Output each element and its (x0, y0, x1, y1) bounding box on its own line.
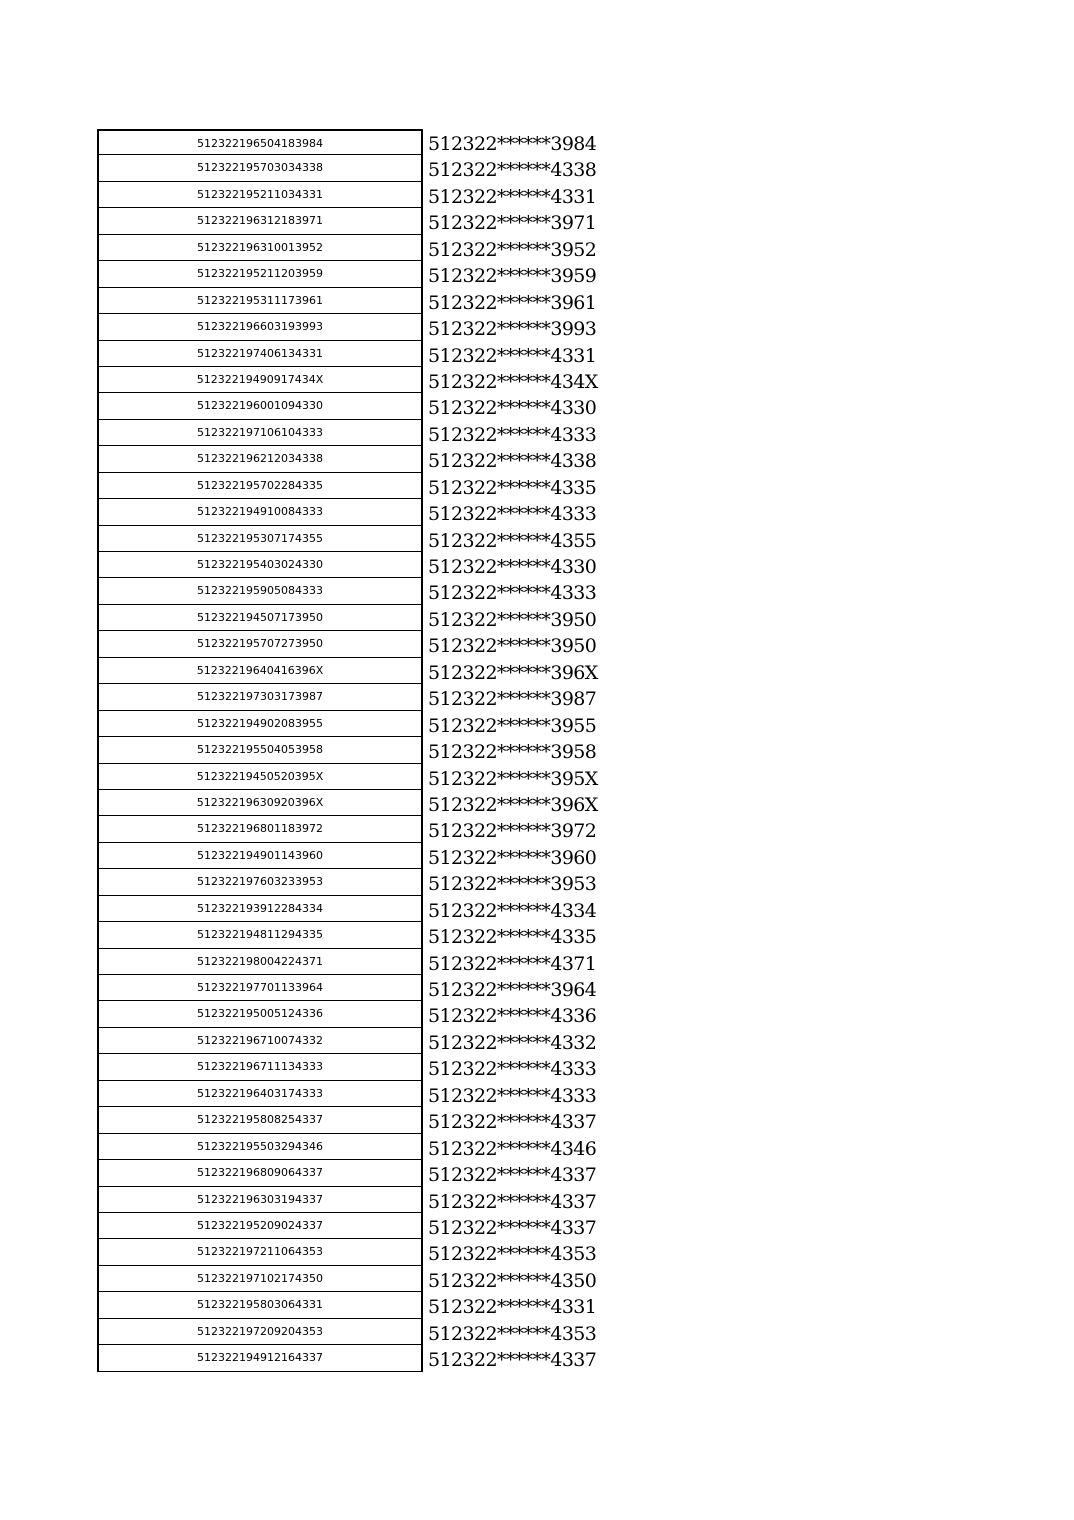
id-number-cell[interactable]: 51232219630920396X (97, 790, 423, 816)
id-number-cell[interactable]: 512322197102174350 (97, 1266, 423, 1292)
table-row (97, 1213, 598, 1239)
table-row (97, 1239, 598, 1265)
table-row (97, 1319, 598, 1345)
id-number-cell[interactable]: 512322195005124336 (97, 1001, 423, 1027)
masked-id-cell[interactable]: 512322******3950 (428, 635, 597, 658)
masked-id-cell[interactable]: 512322******4371 (428, 952, 597, 975)
id-number-cell[interactable]: 512322197303173987 (97, 684, 423, 710)
table-row (97, 1107, 598, 1133)
table-row (97, 1054, 598, 1080)
table-row (97, 658, 598, 684)
table-row (97, 790, 598, 816)
table-row (97, 1134, 598, 1160)
id-number-cell[interactable]: 512322197106104333 (97, 420, 423, 446)
id-number-cell[interactable]: 512322194912164337 (97, 1345, 423, 1371)
id-number-cell[interactable]: 512322196603193993 (97, 314, 423, 340)
table-row (97, 684, 598, 710)
masked-id-cell[interactable]: 512322******4355 (428, 529, 597, 552)
id-number-cell[interactable]: 512322193912284334 (97, 896, 423, 922)
table-row (97, 816, 598, 842)
table-row (97, 288, 598, 314)
id-number-cell[interactable]: 512322195211034331 (97, 182, 423, 208)
masked-id-cell[interactable]: 512322******4333 (428, 1058, 597, 1081)
masked-id-cell[interactable]: 512322******3964 (428, 979, 597, 1001)
masked-id-cell[interactable]: 512322******4331 (428, 185, 597, 208)
masked-id-cell[interactable]: 512322******4336 (428, 1005, 597, 1028)
masked-id-cell[interactable]: 512322******434X (428, 370, 598, 393)
masked-id-cell[interactable]: 512322******4335 (428, 926, 597, 949)
table-row (97, 605, 598, 631)
masked-id-cell[interactable]: 512322******4338 (428, 450, 597, 473)
table-row (97, 1345, 598, 1371)
masked-id-cell[interactable]: 512322******3984 (428, 133, 597, 155)
id-number-cell[interactable]: 512322196809064337 (97, 1160, 423, 1186)
masked-id-cell[interactable]: 512322******4337 (428, 1164, 597, 1187)
table-row (97, 711, 598, 737)
id-number-cell[interactable]: 512322196504183984 (97, 129, 423, 155)
masked-id-cell[interactable]: 512322******3950 (428, 608, 597, 631)
id-number-cell[interactable]: 512322194910084333 (97, 499, 423, 525)
id-number-cell[interactable]: 512322196001094330 (97, 393, 423, 419)
masked-id-cell[interactable]: 512322******4337 (428, 1111, 597, 1134)
id-number-cell[interactable]: 512322197701133964 (97, 975, 423, 1001)
id-number-cell[interactable]: 512322196710074332 (97, 1028, 423, 1054)
masked-id-cell[interactable]: 512322******4338 (428, 159, 597, 182)
table-row (97, 341, 598, 367)
masked-id-cell[interactable]: 512322******3959 (428, 265, 597, 288)
masked-id-cell[interactable]: 512322******3971 (428, 212, 597, 235)
id-number-cell[interactable]: 512322195504053958 (97, 737, 423, 763)
id-number-cell[interactable]: 512322195209024337 (97, 1213, 423, 1239)
id-number-cell[interactable]: 512322197211064353 (97, 1239, 423, 1265)
masked-id-cell[interactable]: 512322******4333 (428, 503, 597, 526)
table-row (97, 896, 598, 922)
table-row (97, 129, 598, 155)
id-number-cell[interactable]: 512322195707273950 (97, 631, 423, 657)
id-number-cell[interactable]: 512322195403024330 (97, 552, 423, 578)
id-number-cell[interactable]: 512322194902083955 (97, 711, 423, 737)
table-row (97, 1292, 598, 1318)
id-number-cell[interactable]: 512322196310013952 (97, 235, 423, 261)
id-number-cell[interactable]: 512322196303194337 (97, 1187, 423, 1213)
table-row (97, 235, 598, 261)
masked-id-cell[interactable]: 512322******4337 (428, 1216, 597, 1239)
id-number-cell[interactable]: 512322196801183972 (97, 816, 423, 842)
table-row (97, 975, 598, 1001)
masked-id-cell[interactable]: 512322******3953 (428, 873, 597, 896)
table-row (97, 393, 598, 419)
masked-id-cell[interactable]: 512322******4350 (428, 1269, 597, 1292)
table-row (97, 182, 598, 208)
masked-id-cell[interactable]: 512322******4331 (428, 1296, 597, 1319)
table-row (97, 446, 598, 472)
masked-id-cell[interactable]: 512322******4333 (428, 582, 597, 605)
table-row (97, 578, 598, 604)
table-row (97, 737, 598, 763)
masked-id-cell[interactable]: 512322******3960 (428, 846, 597, 869)
id-number-cell[interactable]: 512322195702284335 (97, 473, 423, 499)
id-number-cell[interactable]: 512322197603233953 (97, 869, 423, 895)
masked-id-cell[interactable]: 512322******4332 (428, 1031, 597, 1054)
masked-id-cell[interactable]: 512322******3955 (428, 714, 597, 737)
id-number-cell[interactable]: 512322196711134333 (97, 1054, 423, 1080)
masked-id-cell[interactable]: 512322******396X (428, 793, 598, 816)
table-row (97, 764, 598, 790)
id-number-cell[interactable]: 512322195703034338 (97, 155, 423, 181)
table-row (97, 922, 598, 948)
masked-id-cell[interactable]: 512322******3993 (428, 318, 597, 341)
id-number-cell[interactable]: 512322195211203959 (97, 261, 423, 287)
masked-id-cell[interactable]: 512322******3952 (428, 238, 597, 261)
table-row (97, 552, 598, 578)
table-row (97, 1001, 598, 1027)
id-number-cell[interactable]: 512322196312183971 (97, 208, 423, 234)
masked-id-cell[interactable]: 512322******3961 (428, 291, 597, 314)
id-number-cell[interactable]: 512322195803064331 (97, 1292, 423, 1318)
table-row (97, 208, 598, 234)
masked-id-cell[interactable]: 512322******4334 (428, 899, 597, 922)
table-row (97, 1160, 598, 1186)
table-row (97, 499, 598, 525)
id-number-cell[interactable]: 512322198004224371 (97, 949, 423, 975)
id-number-cell[interactable]: 512322195503294346 (97, 1134, 423, 1160)
masked-id-cell[interactable]: 512322******4337 (428, 1190, 597, 1213)
masked-id-cell[interactable]: 512322******4330 (428, 397, 597, 420)
table-row (97, 314, 598, 340)
table-row (97, 949, 598, 975)
id-number-cell[interactable]: 512322194811294335 (97, 922, 423, 948)
id-number-cell[interactable]: 512322195905084333 (97, 578, 423, 604)
table-row (97, 367, 598, 393)
table-row (97, 155, 598, 181)
masked-id-cell[interactable]: 512322******4333 (428, 1084, 597, 1107)
masked-id-cell[interactable]: 512322******3987 (428, 688, 597, 711)
id-number-cell[interactable]: 512322195808254337 (97, 1107, 423, 1133)
table-row (97, 869, 598, 895)
id-number-cell[interactable]: 51232219450520395X (97, 764, 423, 790)
table-row (97, 1081, 598, 1107)
id-number-cell[interactable]: 512322197209204353 (97, 1319, 423, 1345)
masked-id-cell[interactable]: 512322******3958 (428, 741, 597, 764)
table-row (97, 1187, 598, 1213)
table-row (97, 473, 598, 499)
masked-id-cell[interactable]: 512322******396X (428, 661, 598, 684)
masked-id-cell[interactable]: 512322******4335 (428, 476, 597, 499)
id-number-cell[interactable]: 512322196403174333 (97, 1081, 423, 1107)
id-number-cell[interactable]: 51232219640416396X (97, 658, 423, 684)
id-number-cell[interactable]: 512322194901143960 (97, 843, 423, 869)
table-row (97, 1028, 598, 1054)
masked-id-cell[interactable]: 512322******4353 (428, 1322, 597, 1345)
masked-id-cell[interactable]: 512322******4333 (428, 423, 597, 446)
masked-id-cell[interactable]: 512322******4331 (428, 344, 597, 367)
id-number-cell[interactable]: 512322195307174355 (97, 526, 423, 552)
masked-id-cell[interactable]: 512322******4346 (428, 1137, 597, 1160)
id-number-cell[interactable]: 512322197406134331 (97, 341, 423, 367)
table-row (97, 526, 598, 552)
id-number-cell[interactable]: 512322194507173950 (97, 605, 423, 631)
masked-id-cell[interactable]: 512322******395X (428, 767, 598, 790)
spreadsheet-table (97, 129, 598, 1372)
table-row (97, 631, 598, 657)
masked-id-cell[interactable]: 512322******4330 (428, 556, 597, 578)
id-number-cell[interactable]: 512322195311173961 (97, 288, 423, 314)
id-number-cell[interactable]: 512322196212034338 (97, 446, 423, 472)
masked-id-cell[interactable]: 512322******3972 (428, 820, 597, 843)
masked-id-cell[interactable]: 512322******4353 (428, 1243, 597, 1266)
table-row (97, 1266, 598, 1292)
table-row (97, 843, 598, 869)
table-row (97, 261, 598, 287)
id-number-cell[interactable]: 51232219490917434X (97, 367, 423, 393)
masked-id-cell[interactable]: 512322******4337 (428, 1349, 597, 1372)
table-row (97, 420, 598, 446)
